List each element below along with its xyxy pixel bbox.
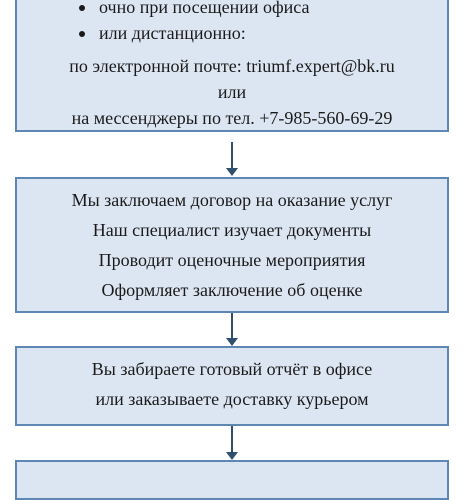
bullet-item-remote: или дистанционно: [77,20,447,46]
step-line-contract: Мы заключаем договор на оказание услуг [71,190,393,210]
flow-arrow-1 [226,142,238,176]
step-line-conclusion: Оформляет заключение об оценке [101,280,363,300]
bullet-item-office: очно при посещении офиса [77,0,447,20]
step-box-contract [15,177,449,313]
arrow-head [226,452,238,460]
email-line: по электронной почте: triumf.expert@bk.ru [69,56,395,76]
arrow-head [226,338,238,346]
step-line-pickup: Вы забираете готовый отчёт в офисе [91,359,373,379]
step-line-documents: Наш специалист изучает документы [92,220,372,240]
flow-arrow-3 [226,426,238,460]
phone-line: на мессенджеры по тел. +7-985-560-69-29 [71,108,393,128]
flow-arrow-2 [226,313,238,346]
arrow-shaft [231,142,233,168]
or-line: или [217,82,247,102]
contact-method-list [17,0,447,46]
step-box-contact [15,0,449,132]
contact-details [17,53,447,131]
arrow-shaft [231,426,233,452]
step-line-assessment: Проводит оценочные мероприятия [98,250,366,270]
step-box-next [15,460,449,500]
arrow-shaft [231,313,233,338]
step-line-courier: или заказываете доставку курьером [95,389,369,409]
step-box-report [15,346,449,426]
arrow-head [226,168,238,176]
